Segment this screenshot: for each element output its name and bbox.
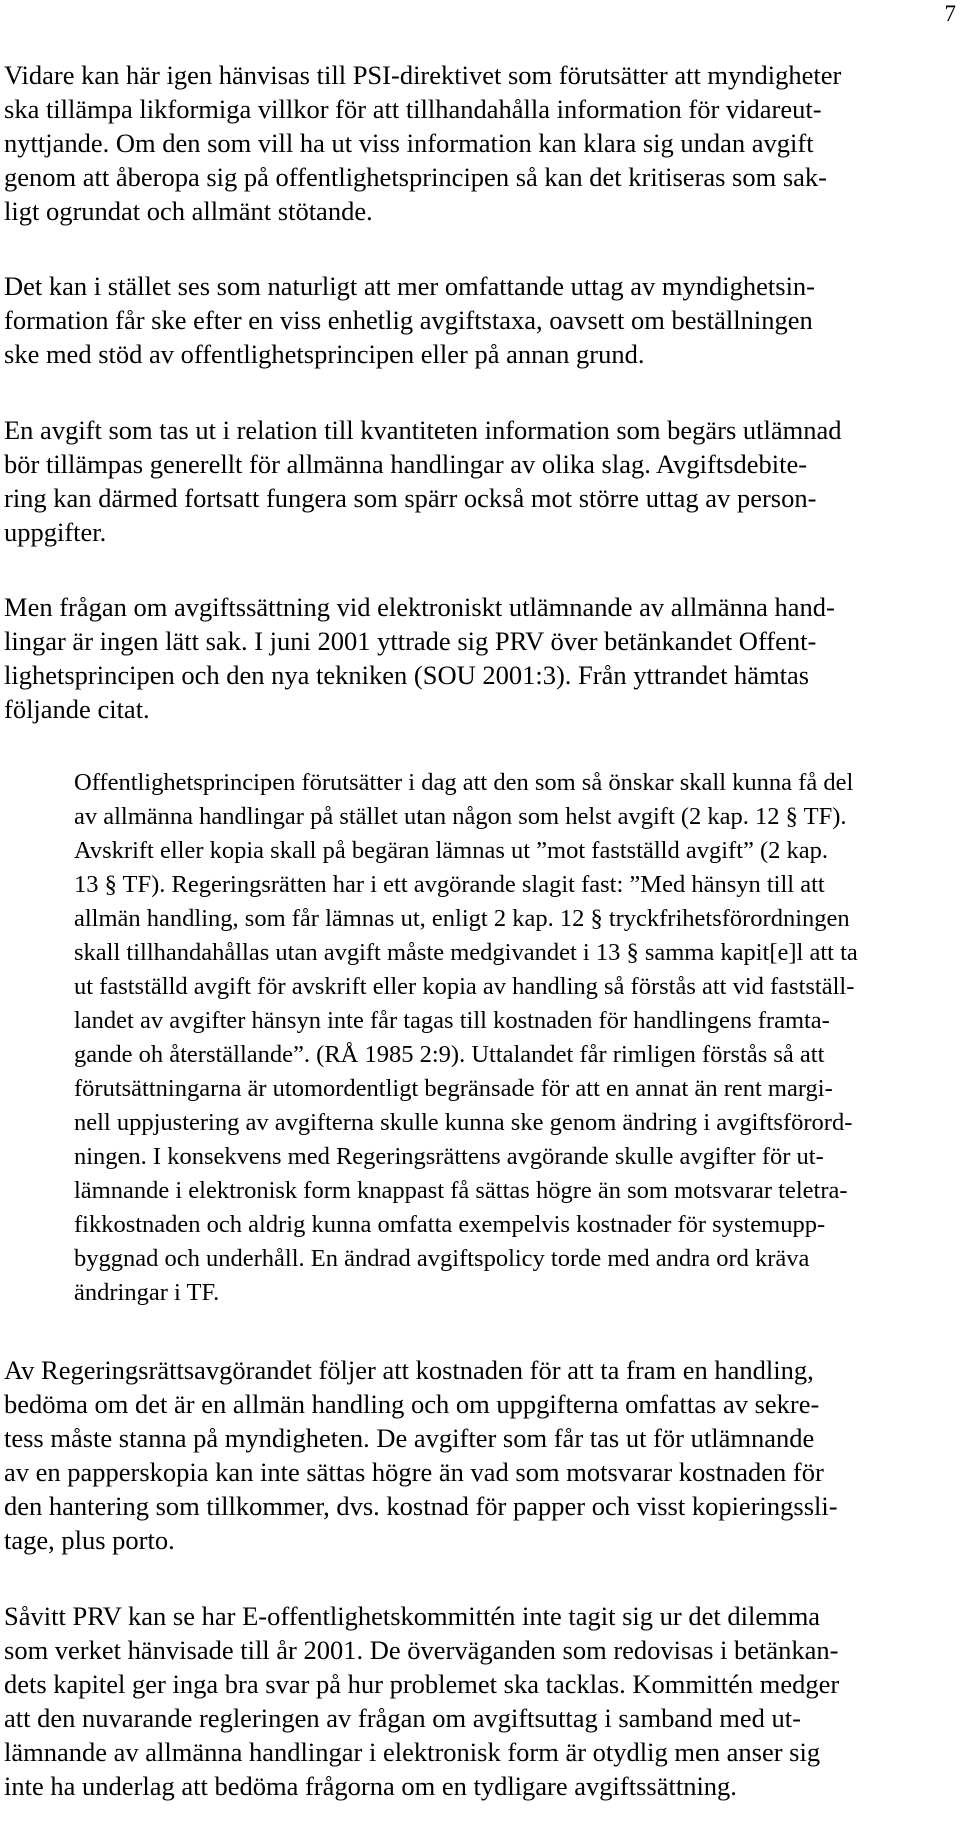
text-line: ring kan därmed fortsatt fungera som spärr också mot större uttag av person-	[4, 483, 817, 513]
quote-line: Avskrift eller kopia skall på begäran lämnas ut ”mot fastställd avgift” (2 kap.	[74, 837, 829, 864]
text-line: av en papperskopia kan inte sättas högre än vad som motsvarar kostnaden för	[4, 1457, 824, 1487]
text-line: tage, plus porto.	[4, 1525, 175, 1555]
text-line: lighetsprincipen och den nya tekniken (SOU 2001:3). Från yttrandet hämtas	[4, 660, 810, 690]
text-line: En avgift som tas ut i relation till kvantiteten information som begärs utlämnad	[4, 415, 842, 445]
text-line: Men frågan om avgiftssättning vid elektroniskt utlämnande av allmänna hand-	[4, 592, 835, 622]
text-line: Av Regeringsrättsavgörandet följer att kostnaden för att ta fram en handling,	[4, 1355, 814, 1385]
text-line: uppgifter.	[4, 517, 107, 547]
text-line: lingar är ingen lätt sak. I juni 2001 yttrade sig PRV över betänkandet Offent-	[4, 626, 817, 656]
quote-line: ningen. I konsekvens med Regeringsrättens avgörande skulle avgifter för ut-	[74, 1143, 824, 1170]
quote-line: gande oh återställande”. (RÅ 1985 2:9). Uttalandet får rimligen förstås så att	[74, 1041, 825, 1068]
quote-line: 13 § TF). Regeringsrätten har i ett avgörande slagit fast: ”Med hänsyn till att	[74, 871, 825, 898]
text-line: ligt ogrundat och allmänt stötande.	[4, 196, 373, 226]
text-line: lämnande av allmänna handlingar i elektronisk form är otydlig men anser sig	[4, 1737, 821, 1767]
quote-line: landet av avgifter hänsyn inte får tagas till kostnaden för handlingens framta-	[74, 1007, 830, 1034]
quote-line: skall tillhandahållas utan avgift måste medgivandet i 13 § samma kapit[e]l att ta	[74, 939, 858, 966]
text-line: att den nuvarande regleringen av frågan om avgiftsuttag i samband med ut-	[4, 1703, 801, 1733]
quote-line: byggnad och underhåll. En ändrad avgiftspolicy torde med andra ord kräva	[74, 1245, 810, 1272]
text-line: dets kapitel ger inga bra svar på hur problemet ska tacklas. Kommittén medger	[4, 1669, 840, 1699]
quote-line: allmän handling, som får lämnas ut, enligt 2 kap. 12 § tryckfrihetsförordningen	[74, 905, 850, 932]
quote-line: förutsättningarna är utomordentligt begränsade för att en annat än rent margi-	[74, 1075, 833, 1102]
page-number: 7	[944, 1, 956, 26]
text-line: ske med stöd av offentlighetsprincipen eller på annan grund.	[4, 339, 645, 369]
text-line: tess måste stanna på myndigheten. De avgifter som får tas ut för utlämnande	[4, 1423, 815, 1453]
quote-line: ändringar i TF.	[74, 1279, 220, 1306]
quote-line: ut fastställd avgift för avskrift eller kopia av handling så förstås att vid fastställ-	[74, 973, 855, 1000]
text-line: Vidare kan här igen hänvisas till PSI-direktivet som förutsätter att myndigheter	[4, 60, 842, 90]
text-line: bedöma om det är en allmän handling och om uppgifterna omfattas av sekre-	[4, 1389, 820, 1419]
text-line: som verket hänvisade till år 2001. De överväganden som redovisas i betänkan-	[4, 1635, 839, 1665]
text-line: Såvitt PRV kan se har E-offentlighetskommittén inte tagit sig ur det dilemma	[4, 1601, 821, 1631]
text-line: följande citat.	[4, 694, 150, 724]
text-line: formation får ske efter en viss enhetlig avgiftstaxa, oavsett om beställningen	[4, 305, 813, 335]
text-line: genom att åberopa sig på offentlighetsprincipen så kan det kritiseras som sak-	[4, 162, 827, 192]
text-line: bör tillämpas generellt för allmänna handlingar av olika slag. Avgiftsdebite-	[4, 449, 808, 479]
quote-line: av allmänna handlingar på stället utan någon som helst avgift (2 kap. 12 § TF).	[74, 803, 847, 830]
text-line: Det kan i stället ses som naturligt att mer omfattande uttag av myndighetsin-	[4, 271, 816, 301]
quote-line: fikkostnaden och aldrig kunna omfatta exempelvis kostnader för systemupp-	[74, 1211, 826, 1238]
text-line: nyttjande. Om den som vill ha ut viss information kan klara sig undan avgift	[4, 128, 814, 158]
quote-line: lämnande i elektronisk form knappast få sättas högre än som motsvarar teletra-	[74, 1177, 848, 1204]
text-line: inte ha underlag att bedöma frågorna om en tydligare avgiftssättning.	[4, 1771, 737, 1801]
quote-line: nell uppjustering av avgifterna skulle kunna ske genom ändring i avgiftsförord-	[74, 1109, 853, 1136]
text-line: den hantering som tillkommer, dvs. kostnad för papper och visst kopieringssli-	[4, 1491, 838, 1521]
text-line: ska tillämpa likformiga villkor för att tillhandahålla information för vidareut-	[4, 94, 822, 124]
quote-line: Offentlighetsprincipen förutsätter i dag att den som så önskar skall kunna få del	[74, 769, 854, 796]
